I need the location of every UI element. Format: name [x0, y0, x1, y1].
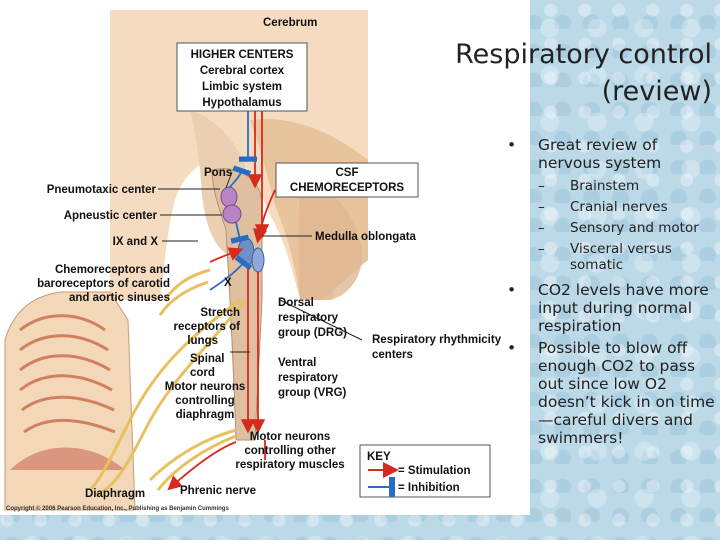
bullet-text: Possible to blow off enough CO2 to pass out since low O2 doesn’t kick in on time—careful divers and swimmers! — [538, 339, 715, 447]
label-medulla-oblongata: Medulla oblongata — [315, 231, 416, 243]
copyright-text: Copyright © 2006 Pearson Education, Inc., Publishing as Benjamin Cummings — [6, 506, 229, 512]
label-stretch-3: lungs — [187, 335, 218, 347]
label-pons: Pons — [204, 167, 233, 179]
label-drg-2: respiratory — [278, 312, 339, 324]
vrg-oval — [252, 248, 264, 272]
label-rhythmicity-1: Respiratory rhythmicity — [372, 334, 502, 346]
label-vrg-1: Ventral — [278, 357, 317, 369]
sub-bullet-item: – Visceral versus somatic — [538, 241, 717, 273]
label-motor-diaphragm-3: diaphragm — [175, 409, 235, 421]
label-higher-centers: HIGHER CENTERS — [190, 49, 294, 61]
label-chemoreceptors: CHEMORECEPTORS — [289, 182, 405, 194]
slide-title-line-1: Respiratory control — [455, 39, 712, 70]
slide-title-line-2: (review) — [601, 76, 712, 107]
slide-title — [412, 36, 712, 110]
label-rhythmicity-2: centers — [372, 349, 413, 361]
label-vrg-2: respiratory — [278, 372, 339, 384]
bullet-list — [507, 136, 717, 451]
label-chemo-baro-2: baroreceptors of carotid — [37, 278, 170, 290]
label-hypothalamus: Hypothalamus — [202, 97, 282, 109]
label-motor-diaphragm-1: Motor neurons — [164, 381, 246, 393]
bullet-item — [507, 136, 717, 273]
sub-bullet-list — [538, 178, 717, 273]
bullet-text: Great review of nervous system — [538, 136, 662, 172]
label-cerebral-cortex: Cerebral cortex — [199, 65, 285, 77]
label-pneumotaxic-center: Pneumotaxic center — [46, 184, 156, 196]
label-x: X — [224, 277, 232, 289]
label-spinal-1: Spinal — [190, 353, 225, 365]
label-phrenic-nerve: Phrenic nerve — [180, 485, 257, 497]
label-limbic-system: Limbic system — [202, 81, 282, 93]
label-diaphragm: Diaphragm — [85, 488, 146, 500]
label-motor-other-2: controlling other — [244, 445, 336, 457]
torso-illustration — [5, 292, 135, 510]
bullet-item — [507, 281, 717, 335]
label-cerebrum: Cerebrum — [263, 17, 318, 29]
sub-bullet-item: – Cranial nerves — [538, 199, 717, 215]
label-vrg-3: group (VRG) — [278, 387, 347, 399]
label-apneustic-center: Apneustic center — [63, 210, 157, 222]
label-spinal-2: cord — [190, 367, 215, 379]
label-motor-other-1: Motor neurons — [249, 431, 331, 443]
label-drg-1: Dorsal — [278, 297, 314, 309]
label-stretch-1: Stretch — [200, 307, 240, 319]
key-stimulation: = Stimulation — [398, 465, 471, 477]
label-csf: CSF — [335, 167, 359, 179]
sub-bullet-item: – Brainstem — [538, 178, 717, 194]
label-chemo-baro-3: and aortic sinuses — [69, 292, 170, 304]
key-inhibition: = Inhibition — [398, 482, 460, 494]
label-chemo-baro-1: Chemoreceptors and — [54, 264, 170, 276]
sub-bullet-item: – Sensory and motor — [538, 220, 717, 236]
label-motor-diaphragm-2: controlling — [175, 395, 235, 407]
bullet-text: CO2 levels have more input during normal respiration — [538, 281, 709, 335]
bullet-item — [507, 339, 717, 447]
pneumotaxic-center-oval — [221, 187, 237, 207]
label-drg-3: group (DRG) — [278, 327, 347, 339]
label-stretch-2: receptors of — [173, 321, 240, 333]
label-ix-and-x: IX and X — [112, 236, 158, 248]
key-title: KEY — [367, 451, 391, 463]
apneustic-center-oval — [223, 205, 241, 223]
label-motor-other-3: respiratory muscles — [235, 459, 345, 471]
